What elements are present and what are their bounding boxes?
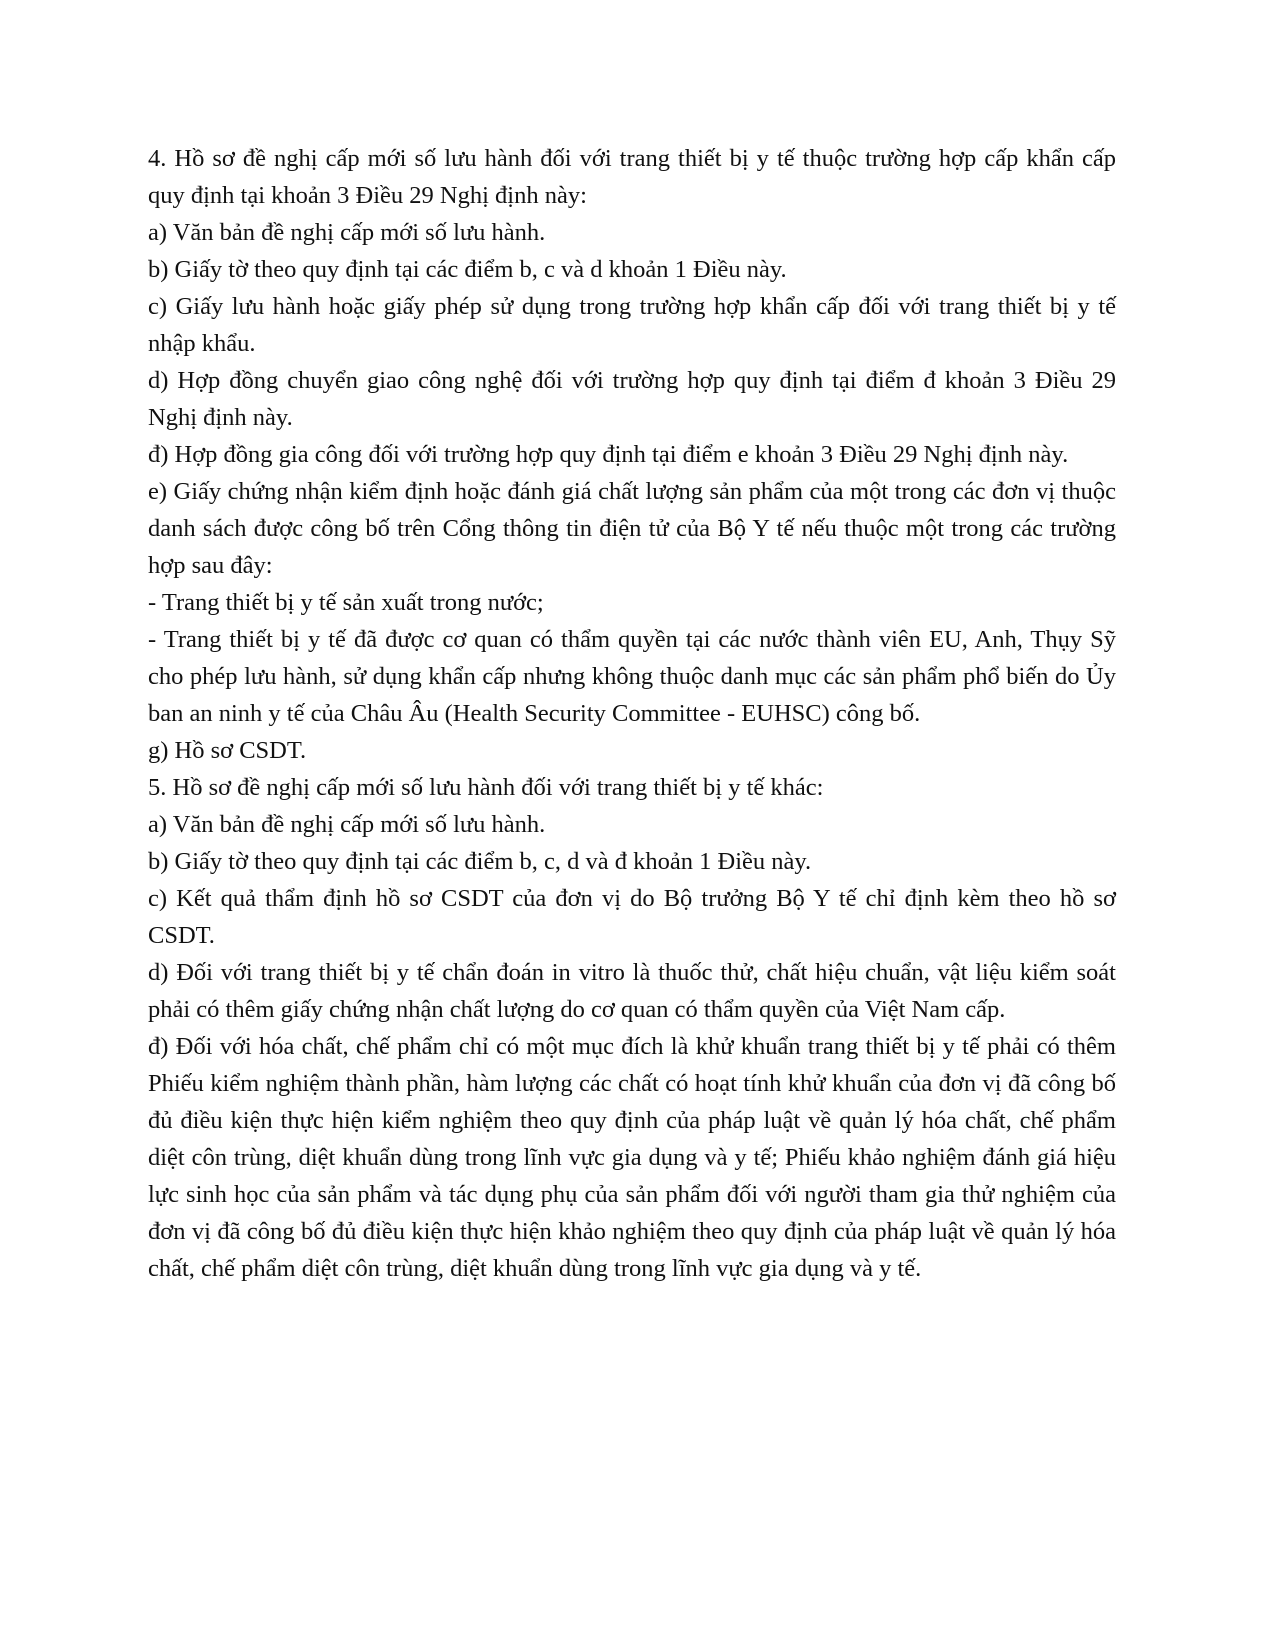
paragraph-item-5d: d) Đối với trang thiết bị y tế chẩn đoán in vitro là thuốc thử, chất hiệu chuẩn, vật liệu kiểm soát phải có thêm giấy chứng nhận chất lượng do cơ quan có thẩm quyền của Việt Nam cấp. [148,959,1116,1023]
paragraph-item-4g: g) Hồ sơ CSDT. [148,737,307,764]
paragraph-item-4d: d) Hợp đồng chuyển giao công nghệ đối với trường hợp quy định tại điểm đ khoản 3 Điều 29 Nghị định này. [148,367,1116,431]
paragraph-item-4: 4. Hồ sơ đề nghị cấp mới số lưu hành đối với trang thiết bị y tế thuộc trường hợp cấp khẩn cấp quy định tại khoản 3 Điều 29 Nghị định này: [148,145,1116,209]
paragraph-item-4a: a) Văn bản đề nghị cấp mới số lưu hành. [148,219,546,246]
paragraph-bullet-foreign: - Trang thiết bị y tế đã được cơ quan có thẩm quyền tại các nước thành viên EU, Anh, Thụy Sỹ cho phép lưu hành, sử dụng khẩn cấp nhưng không thuộc danh mục các sản phẩm phổ biến do Ủy ban an ninh y tế của Châu Âu (Health Security Committee - EUHSC) công bố. [148,626,1116,727]
paragraph-item-4c: c) Giấy lưu hành hoặc giấy phép sử dụng trong trường hợp khẩn cấp đối với trang thiết bị y tế nhập khẩu. [148,293,1116,357]
paragraph-item-4e: e) Giấy chứng nhận kiểm định hoặc đánh giá chất lượng sản phẩm của một trong các đơn vị thuộc danh sách được công bố trên Cổng thông tin điện tử của Bộ Y tế nếu thuộc một trong các trường hợp sau đây: [148,478,1116,579]
paragraph-item-5dd: đ) Đối với hóa chất, chế phẩm chỉ có một mục đích là khử khuẩn trang thiết bị y tế phải có thêm Phiếu kiểm nghiệm thành phần, hàm lượng các chất có hoạt tính khử khuẩn của đơn vị đã công bố đủ điều kiện thực hiện kiểm nghiệm theo quy định của pháp luật về quản lý hóa chất, chế phẩm diệt côn trùng, diệt khuẩn dùng trong lĩnh vực gia dụng và y tế; Phiếu khảo nghiệm đánh giá hiệu lực sinh học của sản phẩm và tác dụng phụ của sản phẩm đối với người tham gia thử nghiệm của đơn vị đã công bố đủ điều kiện thực hiện khảo nghiệm theo quy định của pháp luật về quản lý hóa chất, chế phẩm diệt côn trùng, diệt khuẩn dùng trong lĩnh vực gia dụng và y tế. [148,1033,1116,1282]
paragraph-item-5b: b) Giấy tờ theo quy định tại các điểm b, c, d và đ khoản 1 Điều này. [148,848,812,875]
paragraph-item-4dd: đ) Hợp đồng gia công đối với trường hợp quy định tại điểm e khoản 3 Điều 29 Nghị định này. [148,441,1069,468]
paragraph-bullet-domestic: - Trang thiết bị y tế sản xuất trong nước; [148,589,544,616]
paragraph-item-5: 5. Hồ sơ đề nghị cấp mới số lưu hành đối với trang thiết bị y tế khác: [148,774,824,801]
paragraph-item-5a: a) Văn bản đề nghị cấp mới số lưu hành. [148,811,546,838]
document-body [148,140,1116,1287]
paragraph-item-4b: b) Giấy tờ theo quy định tại các điểm b, c và d khoản 1 Điều này. [148,256,787,283]
paragraph-item-5c: c) Kết quả thẩm định hồ sơ CSDT của đơn vị do Bộ trưởng Bộ Y tế chỉ định kèm theo hồ sơ CSDT. [148,885,1116,949]
